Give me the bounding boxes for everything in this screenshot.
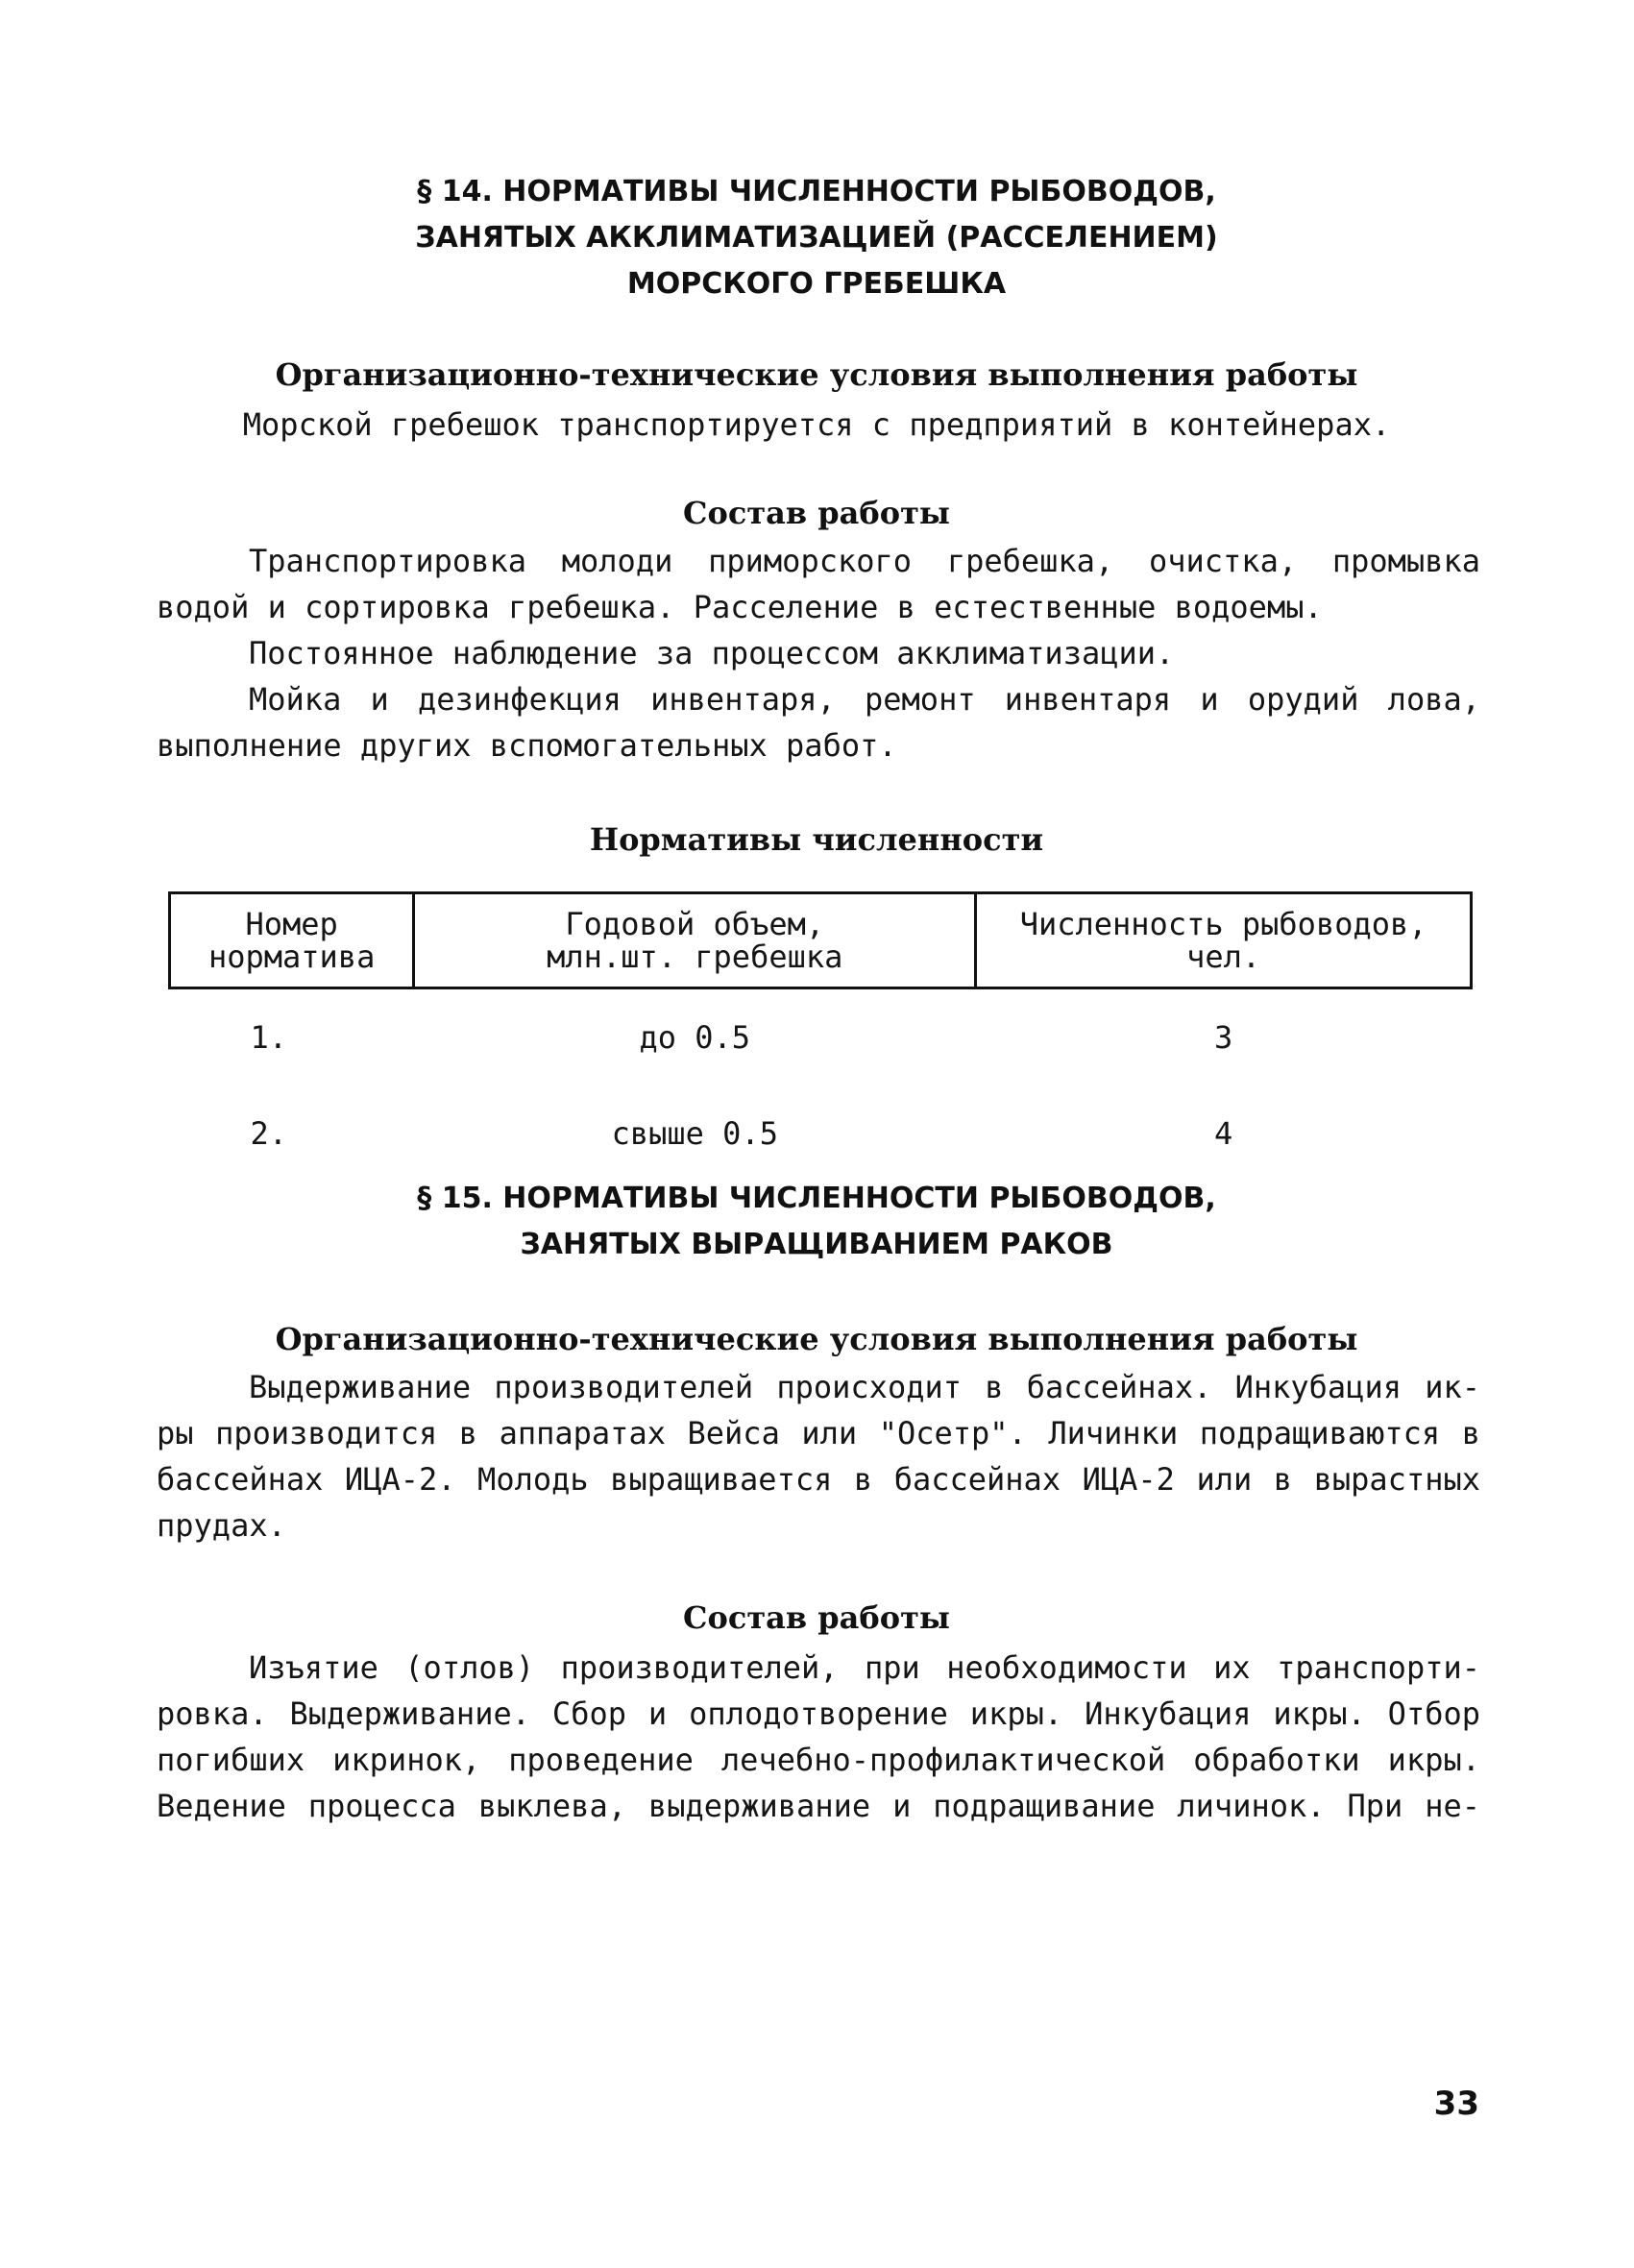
section-14-composition-line-4: Мойка и дезинфекция инвентаря, ремонт инвентаря и орудий лова, <box>249 681 1480 718</box>
header-norm-number-line-2: норматива <box>207 939 376 975</box>
section-14-conditions-heading: Организационно-технические условия выполнения работы <box>275 356 1358 393</box>
section-14-composition-line-2: водой и сортировка гребешка. Расселение в естественные водоемы. <box>157 589 1323 625</box>
section-15-conditions-line-1: Выдерживание производителей происходит в бассейнах. Инкубация ик- <box>249 1369 1480 1405</box>
header-staff-count <box>976 893 1472 988</box>
cell-annual-volume: до 0.5 <box>639 1019 751 1056</box>
section-14-composition-heading: Состав работы <box>683 495 950 531</box>
section-14-title-line-2: ЗАНЯТЫХ АККЛИМАТИЗАЦИЕЙ (РАССЕЛЕНИЕМ) <box>415 221 1218 255</box>
cell-norm-number: 1. <box>250 1019 288 1056</box>
norms-table <box>168 891 1473 1182</box>
section-14-conditions-text: Морской гребешок транспортируется с предприятий в контейнерах. <box>242 406 1391 443</box>
page-number: 33 <box>1433 2085 1479 2123</box>
section-14-composition-line-5: выполнение других вспомогательных работ. <box>157 727 897 764</box>
section-14-composition-line-3: Постоянное наблюдение за процессом акклиматизации. <box>249 635 1175 671</box>
header-annual-volume-line-1: Годовой объем, <box>565 906 825 942</box>
section-15-title-line-1: § 15. НОРМАТИВЫ ЧИСЛЕННОСТИ РЫБОВОДОВ, <box>417 1182 1216 1215</box>
section-15-title <box>154 1176 1479 1268</box>
section-14-title-line-3: МОРСКОГО ГРЕБЕШКА <box>626 267 1007 301</box>
cell-staff-count: 3 <box>1213 1019 1233 1056</box>
section-14-composition-line-1: Транспортировка молоди приморского гребешка, очистка, промывка <box>249 543 1480 579</box>
header-norm-number-line-1: Номер <box>245 906 338 942</box>
header-norm-number <box>170 893 414 988</box>
header-annual-volume-line-2: млн.шт. гребешка <box>547 939 843 975</box>
section-14-composition-text <box>157 538 1480 768</box>
section-15-composition-text <box>157 1645 1480 1829</box>
cell-staff-count: 4 <box>1213 1115 1233 1152</box>
norms-table-heading: Нормативы численности <box>589 821 1044 858</box>
section-15-composition-line-3: погибших икринок, проведение лечебно-профилактической обработки икры. <box>157 1742 1480 1778</box>
section-15-composition-line-2: ровка. Выдерживание. Сбор и оплодотворение икры. Инкубация икры. Отбор <box>157 1695 1480 1732</box>
header-staff-count-line-1: Численность рыбоводов, <box>1019 906 1427 942</box>
cell-norm-number: 2. <box>250 1115 288 1152</box>
section-15-composition-line-4: Ведение процесса выклева, выдерживание и подращивание личинок. При не- <box>157 1788 1480 1824</box>
section-15-composition-line-1: Изъятие (отлов) производителей, при необходимости их транспорти- <box>249 1649 1480 1686</box>
norms-table-header-row <box>170 893 1472 988</box>
table-row <box>170 1085 1472 1182</box>
section-15-conditions-text <box>157 1364 1480 1549</box>
table-row <box>170 988 1472 1086</box>
section-15-conditions-heading: Организационно-технические условия выполнения работы <box>275 1321 1358 1357</box>
section-14-title <box>154 169 1479 307</box>
section-15-title-line-2: ЗАНЯТЫХ ВЫРАЩИВАНИЕМ РАКОВ <box>520 1228 1113 1261</box>
section-14-title-line-1: § 14. НОРМАТИВЫ ЧИСЛЕННОСТИ РЫБОВОДОВ, <box>417 175 1216 208</box>
section-15-conditions-line-4: прудах. <box>157 1507 286 1544</box>
section-15-conditions-line-2: ры производится в аппаратах Вейса или "Осетр". Личинки подращиваются в <box>157 1415 1480 1451</box>
cell-annual-volume: свыше 0.5 <box>611 1115 778 1152</box>
section-15-conditions-line-3: бассейнах ИЦА-2. Молодь выращивается в бассейнах ИЦА-2 или в вырастных <box>157 1461 1480 1498</box>
header-annual-volume <box>414 893 976 988</box>
header-staff-count-line-2: чел. <box>1186 939 1261 975</box>
section-15-composition-heading: Состав работы <box>683 1599 950 1636</box>
